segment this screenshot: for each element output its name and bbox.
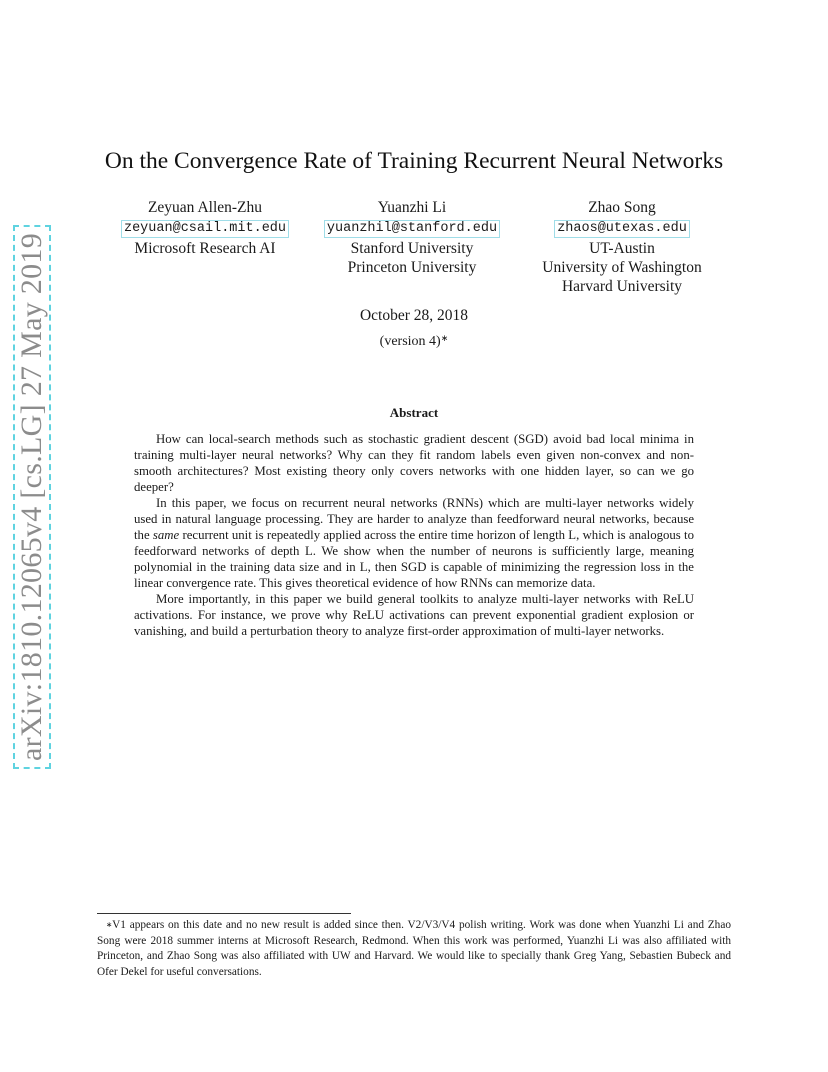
abstract-paragraph-2: In this paper, we focus on recurrent neural networks (RNNs) which are multi-layer networks widely used in natural language processing. They are harder to analyze than feedforward neural networks, because the same recurrent unit is repeatedly applied across the entire time horizon of length L, which is analogous to feedforward networks of depth L. We show when the number of neurons is sufficiently large, meaning polynomial in the training data size and in L, then SGD is capable of minimizing the regression loss in the linear convergence rate. This gives theoretical evidence of how RNNs can memorize data. [134, 496, 694, 590]
abstract-heading: Abstract [389, 405, 439, 420]
footnote-marker: ∗ [106, 920, 113, 930]
publication-date: October 28, 2018 [359, 307, 469, 324]
paper-title: On the Convergence Rate of Training Recurrent Neural Networks [104, 148, 724, 174]
author-affiliation: Microsoft Research AI [134, 240, 276, 257]
author-block-2 [312, 198, 512, 277]
version-note [0, 334, 828, 350]
author-email-link[interactable]: zeyuan@csail.mit.edu [121, 220, 289, 238]
author-name: Yuanzhi Li [377, 199, 447, 216]
author-name: Zhao Song [588, 199, 656, 216]
author-name: Zeyuan Allen-Zhu [147, 199, 263, 216]
version-text: (version 4) [379, 334, 441, 349]
arxiv-identifier-text: arXiv:1810.12065v4 [cs.LG] 27 May 2019 [13, 225, 51, 769]
abstract-paragraph-1: How can local-search methods such as stochastic gradient descent (SGD) avoid bad local minima in training multi-layer neural networks? Why can they fit random labels even given non-convex and non-smooth architectures? Most existing theory only covers networks with one hidden layer, so can we go deeper? [134, 432, 694, 494]
footnote [97, 918, 731, 980]
author-affiliation: University of Washington [542, 259, 702, 276]
author-affiliation: Harvard University [561, 278, 683, 295]
author-affiliation: Stanford University [350, 240, 474, 257]
footnote-marker[interactable]: ∗ [440, 333, 449, 344]
emphasis-same: same [152, 528, 180, 542]
author-email-link[interactable]: zhaos@utexas.edu [554, 220, 690, 238]
author-block-1 [104, 198, 306, 258]
footnote-text: V1 appears on this date and no new result is added since then. V2/V3/V4 polish writing. Work was done when Yuanzhi Li and Zhao Song were 2018 summer interns at Microsoft Research, Redmond. When this work was performed, Yuanzhi Li was also affiliated with Princeton, and Zhao Song was also affiliated with UW and Harvard. We would like to specially thank Greg Yang, Sebastien Bubeck and Ofer Dekel for useful conversations. [97, 919, 731, 978]
author-block-3 [522, 198, 722, 296]
author-email-link[interactable]: yuanzhil@stanford.edu [324, 220, 500, 238]
abstract-paragraph-3: More importantly, in this paper we build general toolkits to analyze multi-layer networks with ReLU activations. For instance, we prove why ReLU activations can prevent exponential gradient explosion or vanishing, and build a perturbation theory to analyze first-order approximation of multi-layer networks. [134, 592, 694, 638]
abstract-body [134, 431, 694, 639]
author-affiliation: Princeton University [347, 259, 477, 276]
author-affiliation: UT-Austin [589, 240, 655, 257]
footnote-rule [97, 913, 351, 914]
arxiv-identifier-stamp[interactable] [12, 164, 52, 830]
